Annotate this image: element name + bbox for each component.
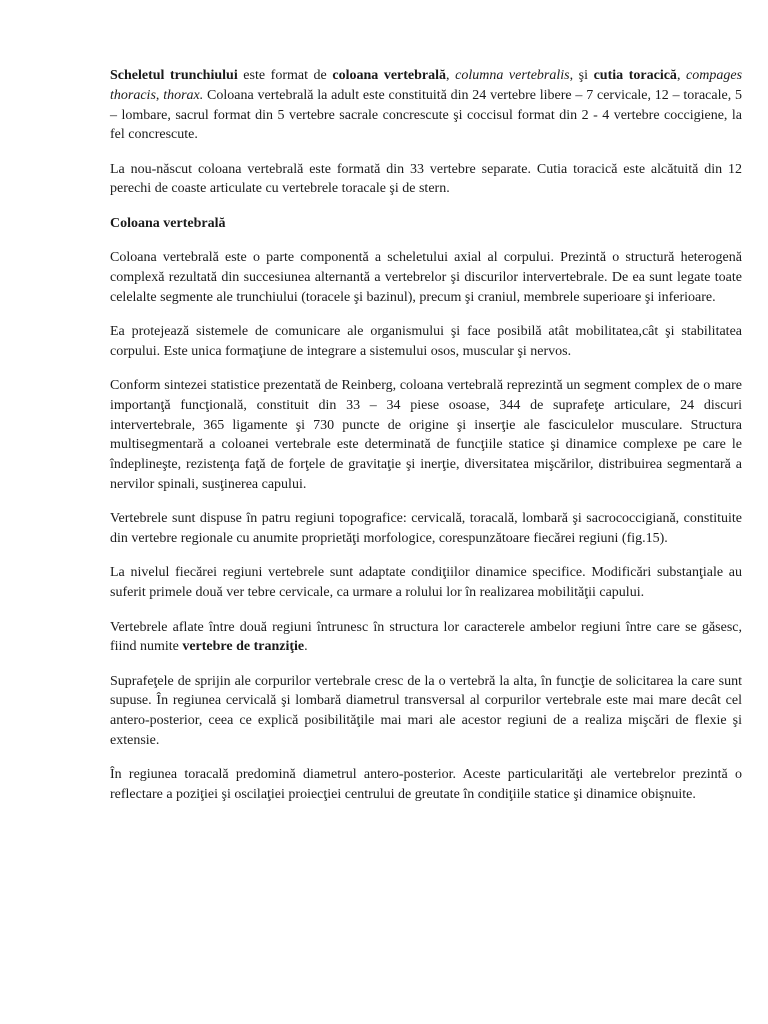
component-paragraph: Coloana vertebrală este o parte componentă a scheletului axial al corpului. Prezintă o structură heterogenă complexă rezultată din succesiunea alternantă a vertebrelor şi discurilor intervertebrale. De ea sunt legate toate celelalte segmente ale trunchiului (toracele şi bazinul), precum şi craniul, membrele superioare şi inferioare. xyxy=(110,250,742,305)
term-spine: coloana vertebrală xyxy=(332,68,447,83)
term-trunk-skeleton: Scheletul trunchiului xyxy=(110,68,238,83)
term-thoracic-cage: cutia toracică xyxy=(593,68,677,83)
intro-paragraph xyxy=(110,66,742,145)
region-level-paragraph: La nivelul fiecărei regiuni vertebrele sunt adaptate condiţiilor dinamice specifice. Modificări substanţiale au suferit primele două ver tebre cervicale, ca urmare a rolului lor în realizarea mobilităţii capului. xyxy=(110,565,742,601)
thoracic-region-paragraph: În regiunea toracală predomină diametrul antero-posterior. Aceste particularităţi ale vertebrelor prezintă o reflectare a poziţiei şi oscilaţiei proiecţiei centrului de greutate în condiţiile statice şi dinamice obişnuite. xyxy=(110,767,742,803)
section-heading-spine: Coloana vertebrală xyxy=(110,215,226,231)
intro-text-3: , şi xyxy=(569,68,594,83)
transition-paragraph xyxy=(110,618,742,658)
latin-compages-thoracis: compages thoracis xyxy=(110,68,743,103)
intro-text-2: , xyxy=(446,68,456,83)
intro-text-4: , xyxy=(676,68,687,83)
newborn-paragraph: La nou-născut coloana vertebrală este formată din 33 vertebre separate. Cutia toracică este alcătuită din 12 perechi de coaste articulate cu vertebrele toracale şi de stern. xyxy=(110,161,742,197)
intro-text-6: Coloana vertebrală la adult este constituită din 24 vertebre libere – 7 cervicale, 12 – toracale, 5 – lombare, sacrul format din 5 vertebre sacrale concrescute şi coccisul format din 2 - 4 vertebre coccigiene, la fel concrescute. xyxy=(110,87,742,143)
support-surfaces-paragraph: Suprafeţele de sprijin ale corpurilor vertebrale cresc de la o vertebră la alta, în funcţie de solicitarea la care sunt supuse. În regiunea cervicală şi lombară diametrul transversal al corpurilor vertebrale este mai mare decât cel antero-posterior, ceea ce explică posibilităţile mai mari ale acestor regiuni de a realiza mişcări de flexie şi extensie. xyxy=(110,673,742,749)
reinberg-paragraph: Conform sintezei statistice prezentată de Reinberg, coloana vertebrală reprezintă un segment complex de o mare importanţă funcţională, constituit din 33 – 34 piese osoase, 344 de suprafeţe articulare, 24 discuri intervertebrale, 365 ligamente şi 730 puncte de origine şi inserţie ale fasciculelor musculare. Structura multisegmentară a coloanei vertebrale este determinată de funcţiile statice şi dinamice complexe pe care le îndeplineşte, rezistenţa faţă de forţele de gravitaţie şi inerţie, diversitatea mişcărilor, distribuirea segmentară a nervilor spinali, susţinerea capului. xyxy=(110,378,742,493)
protection-paragraph: Ea protejează sistemele de comunicare ale organismului şi face posibilă atât mobilitatea,cât şi stabilitatea corpului. Este unica formaţiune de integrare a sistemului osos, muscular şi nervos. xyxy=(110,323,742,359)
intro-text-1: este format de xyxy=(237,68,333,83)
latin-columna-vertebralis: columna vertebralis xyxy=(455,68,570,83)
transition-text-2: . xyxy=(304,639,308,655)
regions-paragraph: Vertebrele sunt dispuse în patru regiuni topografice: cervicală, toracală, lombară şi sacrococcigiană, constituite din vertebre regionale cu anumite proprietăţi morfologice, corespunzătoare fiecărei regiuni (fig.15). xyxy=(110,511,742,547)
intro-text-5: , xyxy=(155,87,164,103)
term-transition-vertebrae: vertebre de tranziţie xyxy=(182,639,305,655)
transition-text-1: Vertebrele aflate între două regiuni întrunesc în structura lor caracterele ambelor regiuni între care se găsesc, fiind numite xyxy=(110,619,742,655)
latin-thorax: thorax. xyxy=(163,87,204,103)
document-page xyxy=(110,66,742,819)
